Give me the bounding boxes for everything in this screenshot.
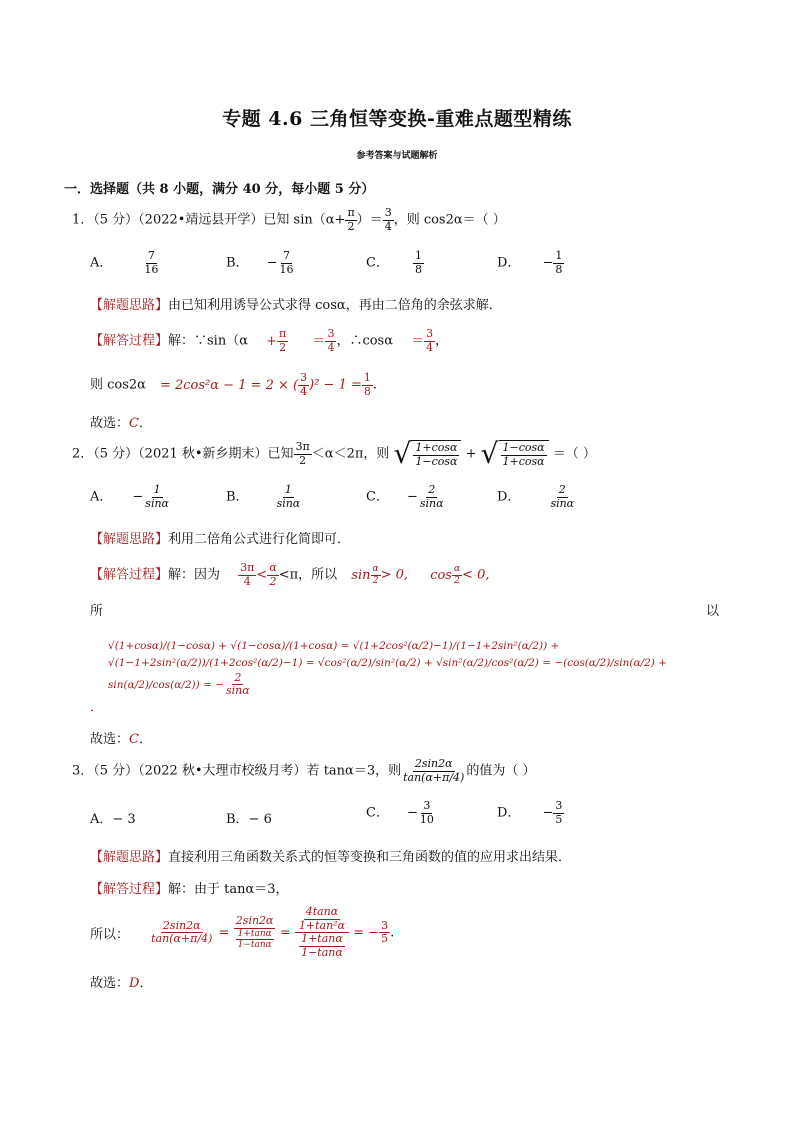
q1-line2: 则 cos2α = 2cos²α − 1 = 2 × ( $\frac{3}{4}$ )² − 1 = $\frac{1}{8}$ . [90,371,378,398]
q1-answer: 故选：C． [90,416,152,431]
q1-stem: 1．（5 分）（2022•靖远县开学）已知 sin（α+ $\frac{\pi}{2}$ ）＝ $\frac{3}{4}$ ，则 cos2α＝（ ） [72,206,506,233]
q3-answer: 故选：D． [90,976,153,991]
q3-process: 【解答过程】解：由于 tanα＝3， [90,882,289,897]
q1-option-b[interactable]: B． − $\frac{7}{16}$ [226,249,294,276]
q2-stem: 2．（5 分）（2021 秋•新乡期末）已知 $\frac{3\pi}{2}$ ＜α＜2π，则 √ $\frac{1+\cos\alpha}{1-\cos\alpha}$ + √ $\frac{1-\cos\alpha}{1+\cos\alpha}$ ＝（ ） [72,437,596,470]
q2-period: ． [90,700,104,715]
q2-hint: 【解题思路】利用二倍角公式进行化简即可． [90,532,351,547]
q3-option-d[interactable]: D． − $\frac{3}{5}$ [497,799,563,826]
q3-option-b[interactable]: B．− 6 [226,812,272,827]
q3-hint: 【解题思路】直接利用三角函数关系式的恒等变换和三角函数的值的应用求出结果． [90,850,572,865]
q1-process: 【解答过程】解：∵sin（α + $\frac{\pi}{2}$ ＝ $\frac{3}{4}$ ，∴cosα ＝ $\frac{3}{4}$ ， [90,327,449,354]
q1-hint: 【解题思路】由已知利用诱导公式求得 cosα，再由二倍角的余弦求解． [90,298,502,313]
q3-option-c[interactable]: C． − $\frac{3}{10}$ [366,799,434,826]
q2-process: 【解答过程】解：因为 $\frac{3\pi}{4}$ < $\frac{\alpha}{2}$ <π，所以 sin $\frac{\alpha}{2}$ > 0, cos $\frac{\alpha}{2}$ < 0, [90,561,490,588]
q2-answer: 故选：C． [90,732,152,747]
q2-option-d[interactable]: D． $\frac{2}{\sin\alpha}$ [497,483,575,510]
q3-option-a[interactable]: A．− 3 [90,812,136,827]
q3-stem: 3．（5 分）（2022 秋•大理市校级月考）若 tanα＝3，则 $\frac{2\sin 2\alpha}{\tan(\alpha+\pi/4)}$ 的值为（ ） [72,757,536,784]
q1-option-a[interactable]: A． $\frac{7}{16}$ [90,249,159,276]
q1-option-d[interactable]: D． − $\frac{1}{8}$ [497,249,563,276]
q2-so-right: 以 [706,604,720,619]
q2-option-a[interactable]: A． − $\frac{1}{\sin\alpha}$ [90,483,169,510]
q2-option-b[interactable]: B． $\frac{1}{\sin\alpha}$ [226,483,301,510]
section-heading: 一．选择题（共 8 小题，满分 40 分，每小题 5 分） [64,182,375,197]
q2-option-c[interactable]: C． − $\frac{2}{\sin\alpha}$ [366,483,444,510]
q3-derivation: 所以： $\frac{2\sin 2\alpha}{\tan(\alpha+\pi/4)}$ = $\frac{2\sin 2\alpha}{\frac{1+\tan\alpha}{1-\tan\alpha}}$ = $\frac{\frac{4\tan\alpha}{\text{1+tan²α}}}{\frac{1+\tan\alpha}{1-\tan\alpha}}$ = − $\frac{3}{5}$ . [90,905,395,959]
q1-option-c[interactable]: C． $\frac{1}{8}$ [366,249,422,276]
q1-frac-pi2: $\frac{\pi}{2}$ [347,206,355,233]
page-title: 专题 4.6 三角恒等变换-重难点题型精练 [222,108,572,130]
page-subtitle: 参考答案与试题解析 [356,151,438,161]
q2-big-derivation: √(1+cosα)/(1−cosα) + √(1−cosα)/(1+cosα) = √(1+2cos²(α/2)−1)/(1−1+2sin²(α/2)) + √(1−1+2sin²(α/2))/(1+2cos²(α/2)−1) = √cos²(α/2)/sin²(α/2) + √sin²(α/2)/cos²(α/2) = −(cos(α/2)/sin(α/2) + sin(α/2)/cos(α/2)) = − $\frac{2}{\sin\alpha}$ [108,640,667,698]
q2-so-left: 所 [90,604,104,619]
q1-frac-34: $\frac{3}{4}$ [384,206,392,233]
